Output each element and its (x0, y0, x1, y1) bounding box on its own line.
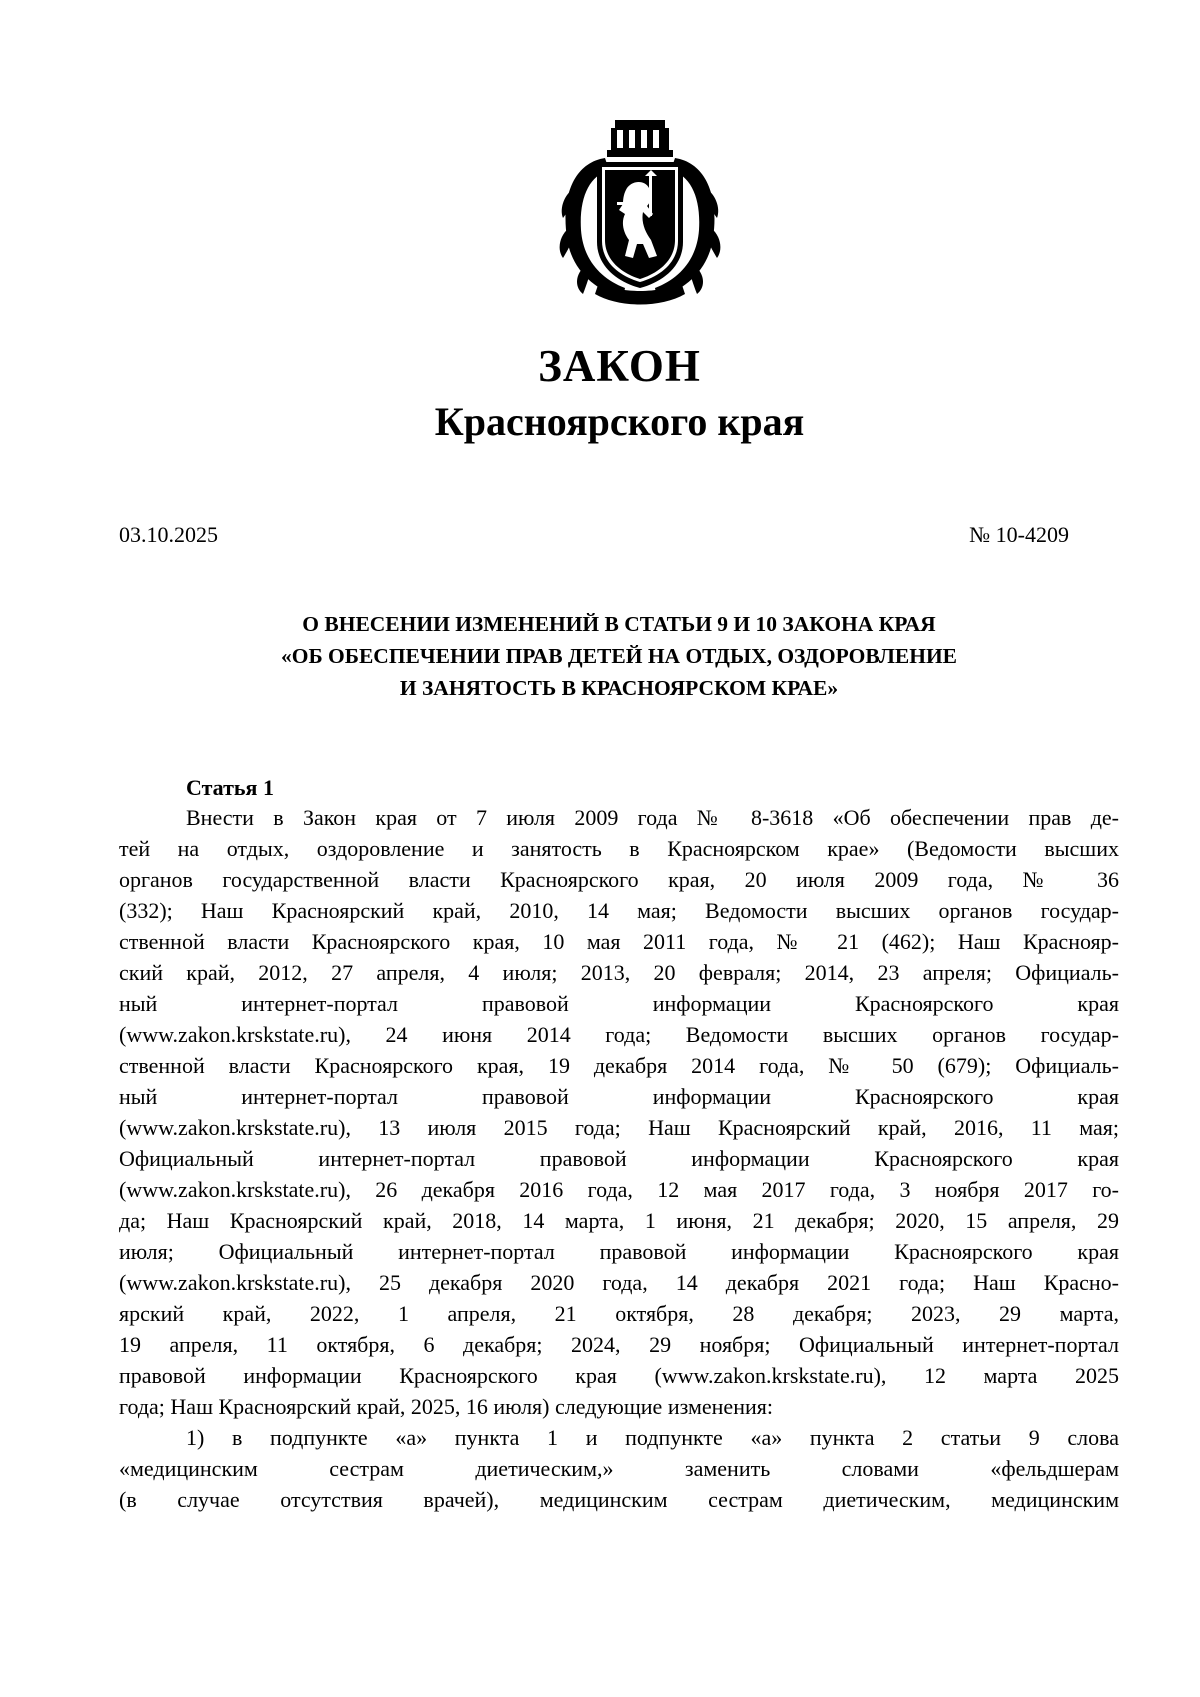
paragraph-line: (332); Наш Красноярский край, 2010, 14 мая; Ведомости высших органов государ- (119, 898, 1119, 923)
paragraph-line: (www.zakon.krskstate.ru), 25 декабря 2020 года, 14 декабря 2021 года; Наш Красно- (119, 1270, 1119, 1295)
paragraph-line: июля; Официальный интернет-портал правовой информации Красноярского края (119, 1239, 1119, 1264)
law-heading (119, 608, 1119, 704)
paragraph-line: «медицинским сестрам диетическим,» заменить словами «фельдшерам (119, 1456, 1119, 1481)
document-subtitle: Красноярского края (434, 399, 805, 444)
document-date: 03.10.2025 (119, 522, 218, 547)
paragraph-line: ный интернет-портал правовой информации Красноярского края (119, 991, 1119, 1016)
heading-line: И ЗАНЯТОСТЬ В КРАСНОЯРСКОМ КРАЕ» (399, 676, 839, 700)
heading-line: О ВНЕСЕНИИ ИЗМЕНЕНИЙ В СТАТЬИ 9 И 10 ЗАКОНА КРАЯ (302, 612, 936, 636)
paragraph-line: 19 апреля, 11 октября, 6 декабря; 2024, 29 ноября; Официальный интернет-портал (119, 1332, 1119, 1357)
paragraph-line: ный интернет-портал правовой информации Красноярского края (119, 1084, 1119, 1109)
article-body (119, 802, 1119, 1515)
document-title: ЗАКОН (538, 341, 701, 391)
coat-of-arms-icon (553, 118, 727, 308)
heading-line: «ОБ ОБЕСПЕЧЕНИИ ПРАВ ДЕТЕЙ НА ОТДЫХ, ОЗДОРОВЛЕНИЕ (280, 644, 958, 668)
paragraph-line: органов государственной власти Красноярского края, 20 июля 2009 года, № 36 (119, 867, 1119, 892)
paragraph-line: да; Наш Красноярский край, 2018, 14 марта, 1 июня, 21 декабря; 2020, 15 апреля, 29 (119, 1208, 1119, 1233)
paragraph-line: 1) в подпункте «а» пункта 1 и подпункте «а» пункта 2 статьи 9 слова (186, 1425, 1119, 1450)
paragraph-line: (www.zakon.krskstate.ru), 24 июня 2014 года; Ведомости высших органов государ- (119, 1022, 1119, 1047)
paragraph-line: (www.zakon.krskstate.ru), 13 июля 2015 года; Наш Красноярский край, 2016, 11 мая; (119, 1115, 1119, 1140)
paragraph-line: ярский край, 2022, 1 апреля, 21 октября, 28 декабря; 2023, 29 марта, (119, 1301, 1119, 1326)
paragraph-line: ственной власти Красноярского края, 10 мая 2011 года, № 21 (462); Наш Краснояр- (119, 929, 1119, 954)
paragraph-line: года; Наш Красноярский край, 2025, 16 июля) следующие изменения: (119, 1394, 773, 1419)
paragraph-line: (в случае отсутствия врачей), медицинским сестрам диетическим, медицинским (119, 1487, 1119, 1512)
paragraph-line: ственной власти Красноярского края, 19 декабря 2014 года, № 50 (679); Официаль- (119, 1053, 1119, 1078)
paragraph-line: (www.zakon.krskstate.ru), 26 декабря 2016 года, 12 мая 2017 года, 3 ноября 2017 го- (119, 1177, 1119, 1202)
document-number: № 10-4209 (969, 522, 1069, 547)
article-title: Статья 1 (186, 775, 274, 800)
paragraph-line: правовой информации Красноярского края (www.zakon.krskstate.ru), 12 марта 2025 (119, 1363, 1119, 1388)
paragraph-line: Официальный интернет-портал правовой информации Красноярского края (119, 1146, 1119, 1171)
paragraph-line: Внести в Закон края от 7 июля 2009 года № 8-3618 «Об обеспечении прав де- (186, 805, 1119, 830)
paragraph-line: тей на отдых, оздоровление и занятость в Красноярском крае» (Ведомости высших (119, 836, 1119, 861)
paragraph-line: ский край, 2012, 27 апреля, 4 июля; 2013, 20 февраля; 2014, 23 апреля; Официаль- (119, 960, 1119, 985)
